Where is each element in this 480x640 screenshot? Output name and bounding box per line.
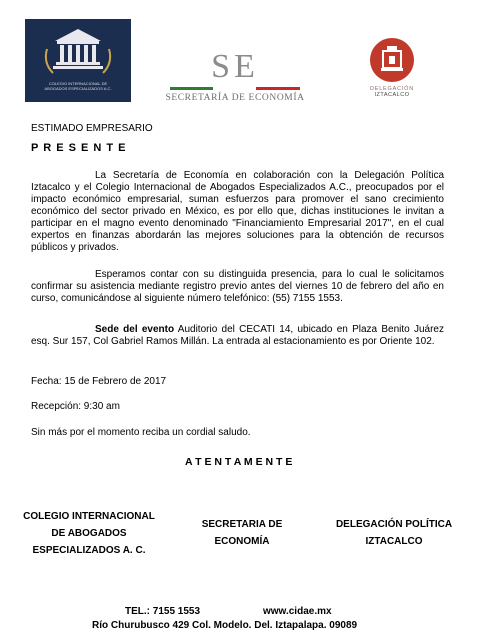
footer-address: Río Churubusco 429 Col. Modelo. Del. Iztapalapa. 09089 [92,620,358,631]
tricolor-bar [170,87,300,90]
signature-delegacion-line2: IZTACALCO [365,536,423,547]
presente: P R E S E N T E [31,142,127,154]
signature-colegio-line3: ESPECIALIZADOS A. C. [32,545,146,556]
venue-paragraph [31,324,444,348]
signature-delegacion-line1: DELEGACIÓN POLÍTICA [335,519,453,530]
logo-caption-line1: COLEGIO INTERNACIONAL DE [48,81,108,86]
fecha: Fecha: 15 de Febrero de 2017 [31,376,167,387]
signature-secretaria-line1: SECRETARIA DE [201,519,283,530]
paragraph-1: La Secretaría de Economía en colaboración con la Delegación Política Iztacalco y el Colegio Internacional de Abogados Especializados A.C., preocupados por el impacto económico empresarial, suman esfuerzos para promover el sano crecimiento económico del sector privado en México, es por ello que, dichas instituciones le invitan a participar en el magno evento denominado "Financiamiento Empresarial 2017", en el cual expertos en finanzas abordarán las mejores soluciones para la obtención de recursos públicos y privados. [31,170,444,253]
se-name: SECRETARÍA DE ECONOMÍA [165,93,305,103]
delegacion-line2: IZTACALCO [374,92,410,98]
paragraph-2: Esperamos contar con su distinguida presencia, para lo cual le solicitamos confirmar su asistencia mediante registro previo antes del viernes 10 de febrero del año en curso, comunicándose al siguiente número telefónico: (55) 7155 1553. [31,269,444,304]
footer-website[interactable]: www.cidae.mx [263,606,332,617]
se-mark: SE [211,48,259,85]
footer-tel: TEL.: 7155 1553 [125,606,201,617]
delegacion-line1: DELEGACIÓN [369,86,415,92]
recepcion: Recepción: 9:30 am [31,401,120,412]
closing-line: Sin más por el momento reciba un cordial saludo. [31,427,251,438]
signature-colegio-line2: DE ABOGADOS [51,528,127,539]
delegacion-emblem-icon [369,37,415,83]
atentamente: A T E N T A M E N T E [185,456,293,468]
signature-delegacion [322,516,466,550]
signature-colegio [14,508,164,559]
logo-caption-line2: ABOGADOS ESPECIALIZADOS A.C. [44,86,112,91]
venue-label: Sede del evento [95,324,175,335]
signature-secretaria [180,516,304,550]
signature-colegio-line1: COLEGIO INTERNACIONAL [23,511,155,522]
delegacion-logo [360,37,424,105]
colegio-logo [25,19,131,102]
secretaria-economia-logo [165,50,305,105]
venue-text: Auditorio del CECATI 14, ubicado en Plaza Benito Juárez esq. Sur 157, Col Gabriel Ramos Millán. La entrada al estacionamiento es por Oriente 102. [31,324,444,347]
salutation: ESTIMADO EMPRESARIO [31,123,153,134]
signature-secretaria-line2: ECONOMÍA [214,536,270,547]
